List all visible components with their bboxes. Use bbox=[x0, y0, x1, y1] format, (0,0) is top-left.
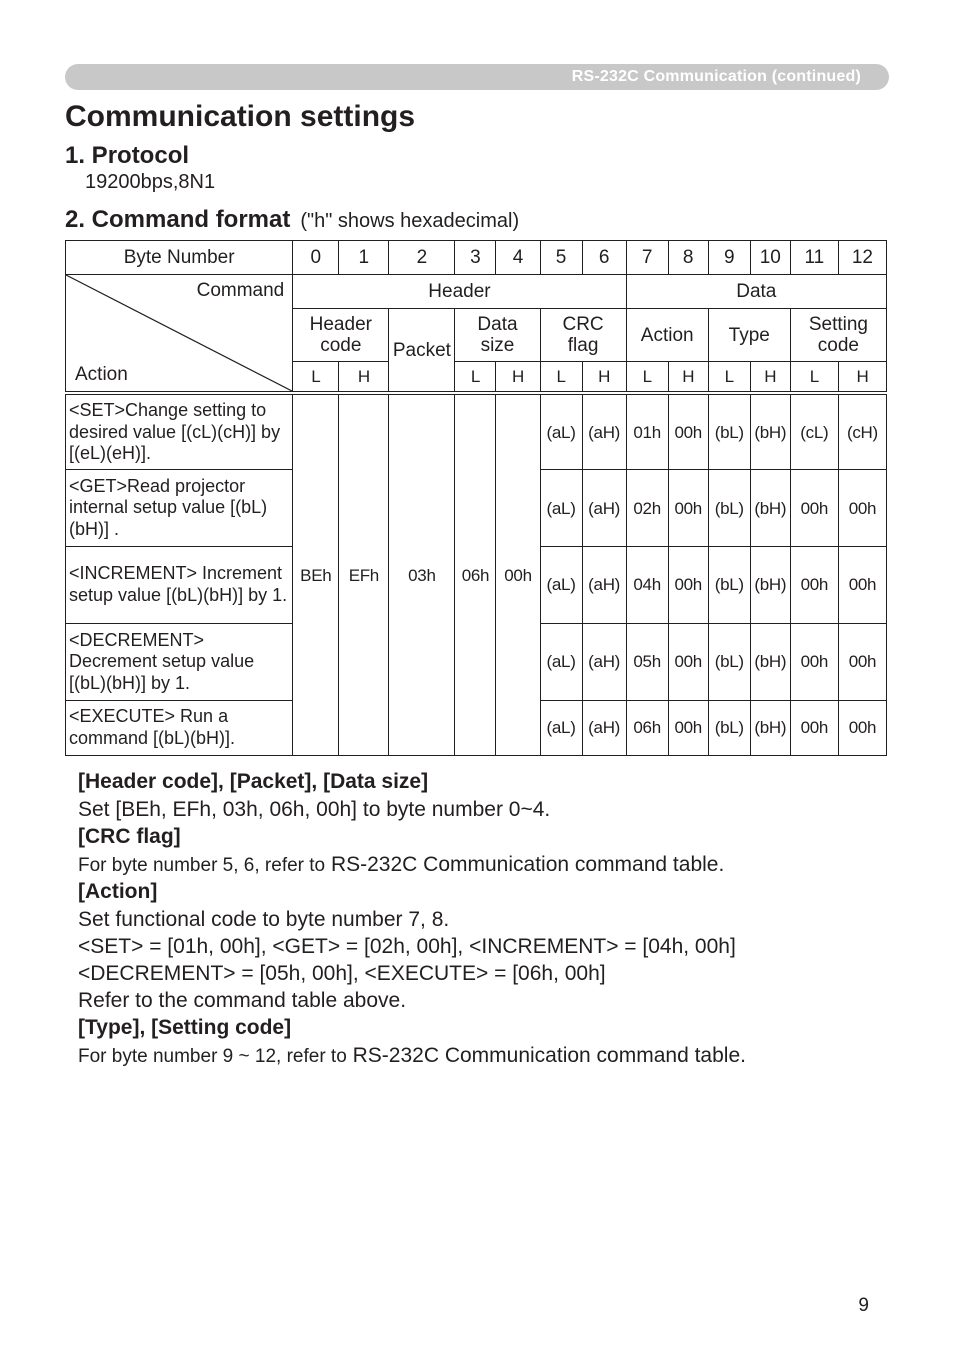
row-action: <DECREMENT> Decrement setup value [(bL)(bH)] by 1. bbox=[66, 624, 293, 700]
cell: (aH) bbox=[582, 700, 626, 755]
cell: (aL) bbox=[540, 624, 582, 700]
group-header-row bbox=[66, 275, 887, 309]
lh-label: L bbox=[626, 361, 668, 393]
cell: 00h bbox=[668, 624, 708, 700]
cell: (aL) bbox=[540, 546, 582, 623]
data-group: Data bbox=[626, 275, 886, 309]
lh-label: L bbox=[540, 361, 582, 393]
cell: (bL) bbox=[708, 700, 750, 755]
cell: 00h bbox=[668, 546, 708, 623]
lh-label: H bbox=[838, 361, 886, 393]
command-format-table bbox=[65, 240, 887, 756]
cell: 00h bbox=[668, 393, 708, 469]
cell: (bH) bbox=[750, 700, 790, 755]
cell: 00h bbox=[838, 624, 886, 700]
cell: (bH) bbox=[750, 546, 790, 623]
byte-number: 4 bbox=[496, 241, 540, 275]
cell: 00h bbox=[790, 700, 838, 755]
lh-label: H bbox=[582, 361, 626, 393]
row-action: <SET>Change setting to desired value [(cL)(cH)] by [(eL)(eH)]. bbox=[66, 393, 293, 469]
cell: 05h bbox=[626, 624, 668, 700]
cell: 00h bbox=[790, 470, 838, 546]
header-code-label: Header code bbox=[293, 309, 389, 361]
byte-number-label: Byte Number bbox=[66, 241, 293, 275]
lh-label: L bbox=[455, 361, 496, 393]
action-note-line: Refer to the command table above. bbox=[78, 989, 407, 1012]
cell: (bH) bbox=[750, 624, 790, 700]
lh-label: L bbox=[790, 361, 838, 393]
cell: (aH) bbox=[582, 393, 626, 469]
command-format-note: ("h" shows hexadecimal) bbox=[300, 210, 520, 232]
header-note-text: Set [BEh, EFh, 03h, 06h, 00h] to byte number 0~4. bbox=[78, 798, 551, 821]
cell: 00h bbox=[790, 624, 838, 700]
fixed-byte-0: BEh bbox=[293, 393, 339, 755]
row-action: <EXECUTE> Run a command [(bL)(bH)]. bbox=[66, 700, 293, 755]
type-note-text: For byte number 9 ~ 12, refer to RS-232C Communication command table. bbox=[78, 1044, 746, 1067]
lh-label: H bbox=[668, 361, 708, 393]
byte-number-row bbox=[66, 241, 887, 275]
action-note-line: <SET> = [01h, 00h], <GET> = [02h, 00h], <INCREMENT> = [04h, 00h] bbox=[78, 935, 736, 958]
cell: (bL) bbox=[708, 393, 750, 469]
byte-number: 6 bbox=[582, 241, 626, 275]
cell: 00h bbox=[838, 700, 886, 755]
setting-code-label: Setting code bbox=[790, 309, 886, 361]
byte-number: 9 bbox=[708, 241, 750, 275]
byte-number: 1 bbox=[339, 241, 389, 275]
cell: (aL) bbox=[540, 700, 582, 755]
cell: (aH) bbox=[582, 624, 626, 700]
page-number: 9 bbox=[858, 1295, 869, 1316]
lh-label: L bbox=[293, 361, 339, 393]
command-format-heading bbox=[65, 206, 519, 234]
command-label: Command bbox=[196, 280, 285, 302]
table-row bbox=[66, 393, 887, 469]
byte-number: 12 bbox=[838, 241, 886, 275]
action-note-heading: [Action] bbox=[78, 880, 158, 903]
action-note-line: <DECREMENT> = [05h, 00h], <EXECUTE> = [06h, 00h] bbox=[78, 962, 606, 985]
byte-number: 5 bbox=[540, 241, 582, 275]
cell: 06h bbox=[626, 700, 668, 755]
cell: (aL) bbox=[540, 393, 582, 469]
cell: 00h bbox=[668, 470, 708, 546]
cell: 01h bbox=[626, 393, 668, 469]
byte-number: 7 bbox=[626, 241, 668, 275]
crc-note-text: For byte number 5, 6, refer to RS-232C Communication command table. bbox=[78, 853, 725, 876]
byte-number: 3 bbox=[455, 241, 496, 275]
fixed-byte-2: 03h bbox=[389, 393, 455, 755]
cell: 00h bbox=[668, 700, 708, 755]
cell: (bH) bbox=[750, 470, 790, 546]
row-action: <GET>Read projector internal setup value [(bL)(bH)] . bbox=[66, 470, 293, 546]
action-note-line: Set functional code to byte number 7, 8. bbox=[78, 908, 450, 931]
action-label: Action bbox=[75, 364, 128, 386]
header-group: Header bbox=[293, 275, 626, 309]
lh-label: L bbox=[708, 361, 750, 393]
byte-number: 2 bbox=[389, 241, 455, 275]
lh-label: H bbox=[339, 361, 389, 393]
cell: (aH) bbox=[582, 470, 626, 546]
crc-note-heading: [CRC flag] bbox=[78, 825, 181, 848]
section-banner bbox=[65, 64, 889, 90]
packet-label: Packet bbox=[389, 309, 455, 393]
lh-label: H bbox=[496, 361, 540, 393]
cell: (bL) bbox=[708, 624, 750, 700]
data-size-label: Data size bbox=[455, 309, 540, 361]
cell: (bL) bbox=[708, 470, 750, 546]
cell: (bH) bbox=[750, 393, 790, 469]
byte-number: 11 bbox=[790, 241, 838, 275]
cell: (cL) bbox=[790, 393, 838, 469]
cell: 02h bbox=[626, 470, 668, 546]
protocol-value: 19200bps,8N1 bbox=[85, 171, 216, 193]
cell: (cH) bbox=[838, 393, 886, 469]
fixed-byte-4: 00h bbox=[496, 393, 540, 755]
command-action-diagonal-cell bbox=[66, 275, 293, 394]
cell: 00h bbox=[838, 546, 886, 623]
crc-flag-label: CRC flag bbox=[540, 309, 626, 361]
cell: (aL) bbox=[540, 470, 582, 546]
lh-label: H bbox=[750, 361, 790, 393]
fixed-byte-1: EFh bbox=[339, 393, 389, 755]
cell: 04h bbox=[626, 546, 668, 623]
byte-number: 10 bbox=[750, 241, 790, 275]
command-format-title: 2. Command format bbox=[65, 206, 291, 233]
header-note-heading: [Header code], [Packet], [Data size] bbox=[78, 770, 429, 793]
cell: (bL) bbox=[708, 546, 750, 623]
notes-section bbox=[78, 768, 878, 1069]
byte-number: 0 bbox=[293, 241, 339, 275]
banner-text: RS-232C Communication (continued) bbox=[571, 68, 861, 85]
type-note-heading: [Type], [Setting code] bbox=[78, 1016, 292, 1039]
byte-number: 8 bbox=[668, 241, 708, 275]
action-code-label: Action bbox=[626, 309, 708, 361]
row-action: <INCREMENT> Increment setup value [(bL)(bH)] by 1. bbox=[66, 546, 293, 623]
type-label: Type bbox=[708, 309, 790, 361]
cell: (aH) bbox=[582, 546, 626, 623]
cell: 00h bbox=[790, 546, 838, 623]
cell: 00h bbox=[838, 470, 886, 546]
page-title: Communication settings bbox=[65, 100, 416, 133]
protocol-heading: 1. Protocol bbox=[65, 142, 190, 169]
fixed-byte-3: 06h bbox=[455, 393, 496, 755]
